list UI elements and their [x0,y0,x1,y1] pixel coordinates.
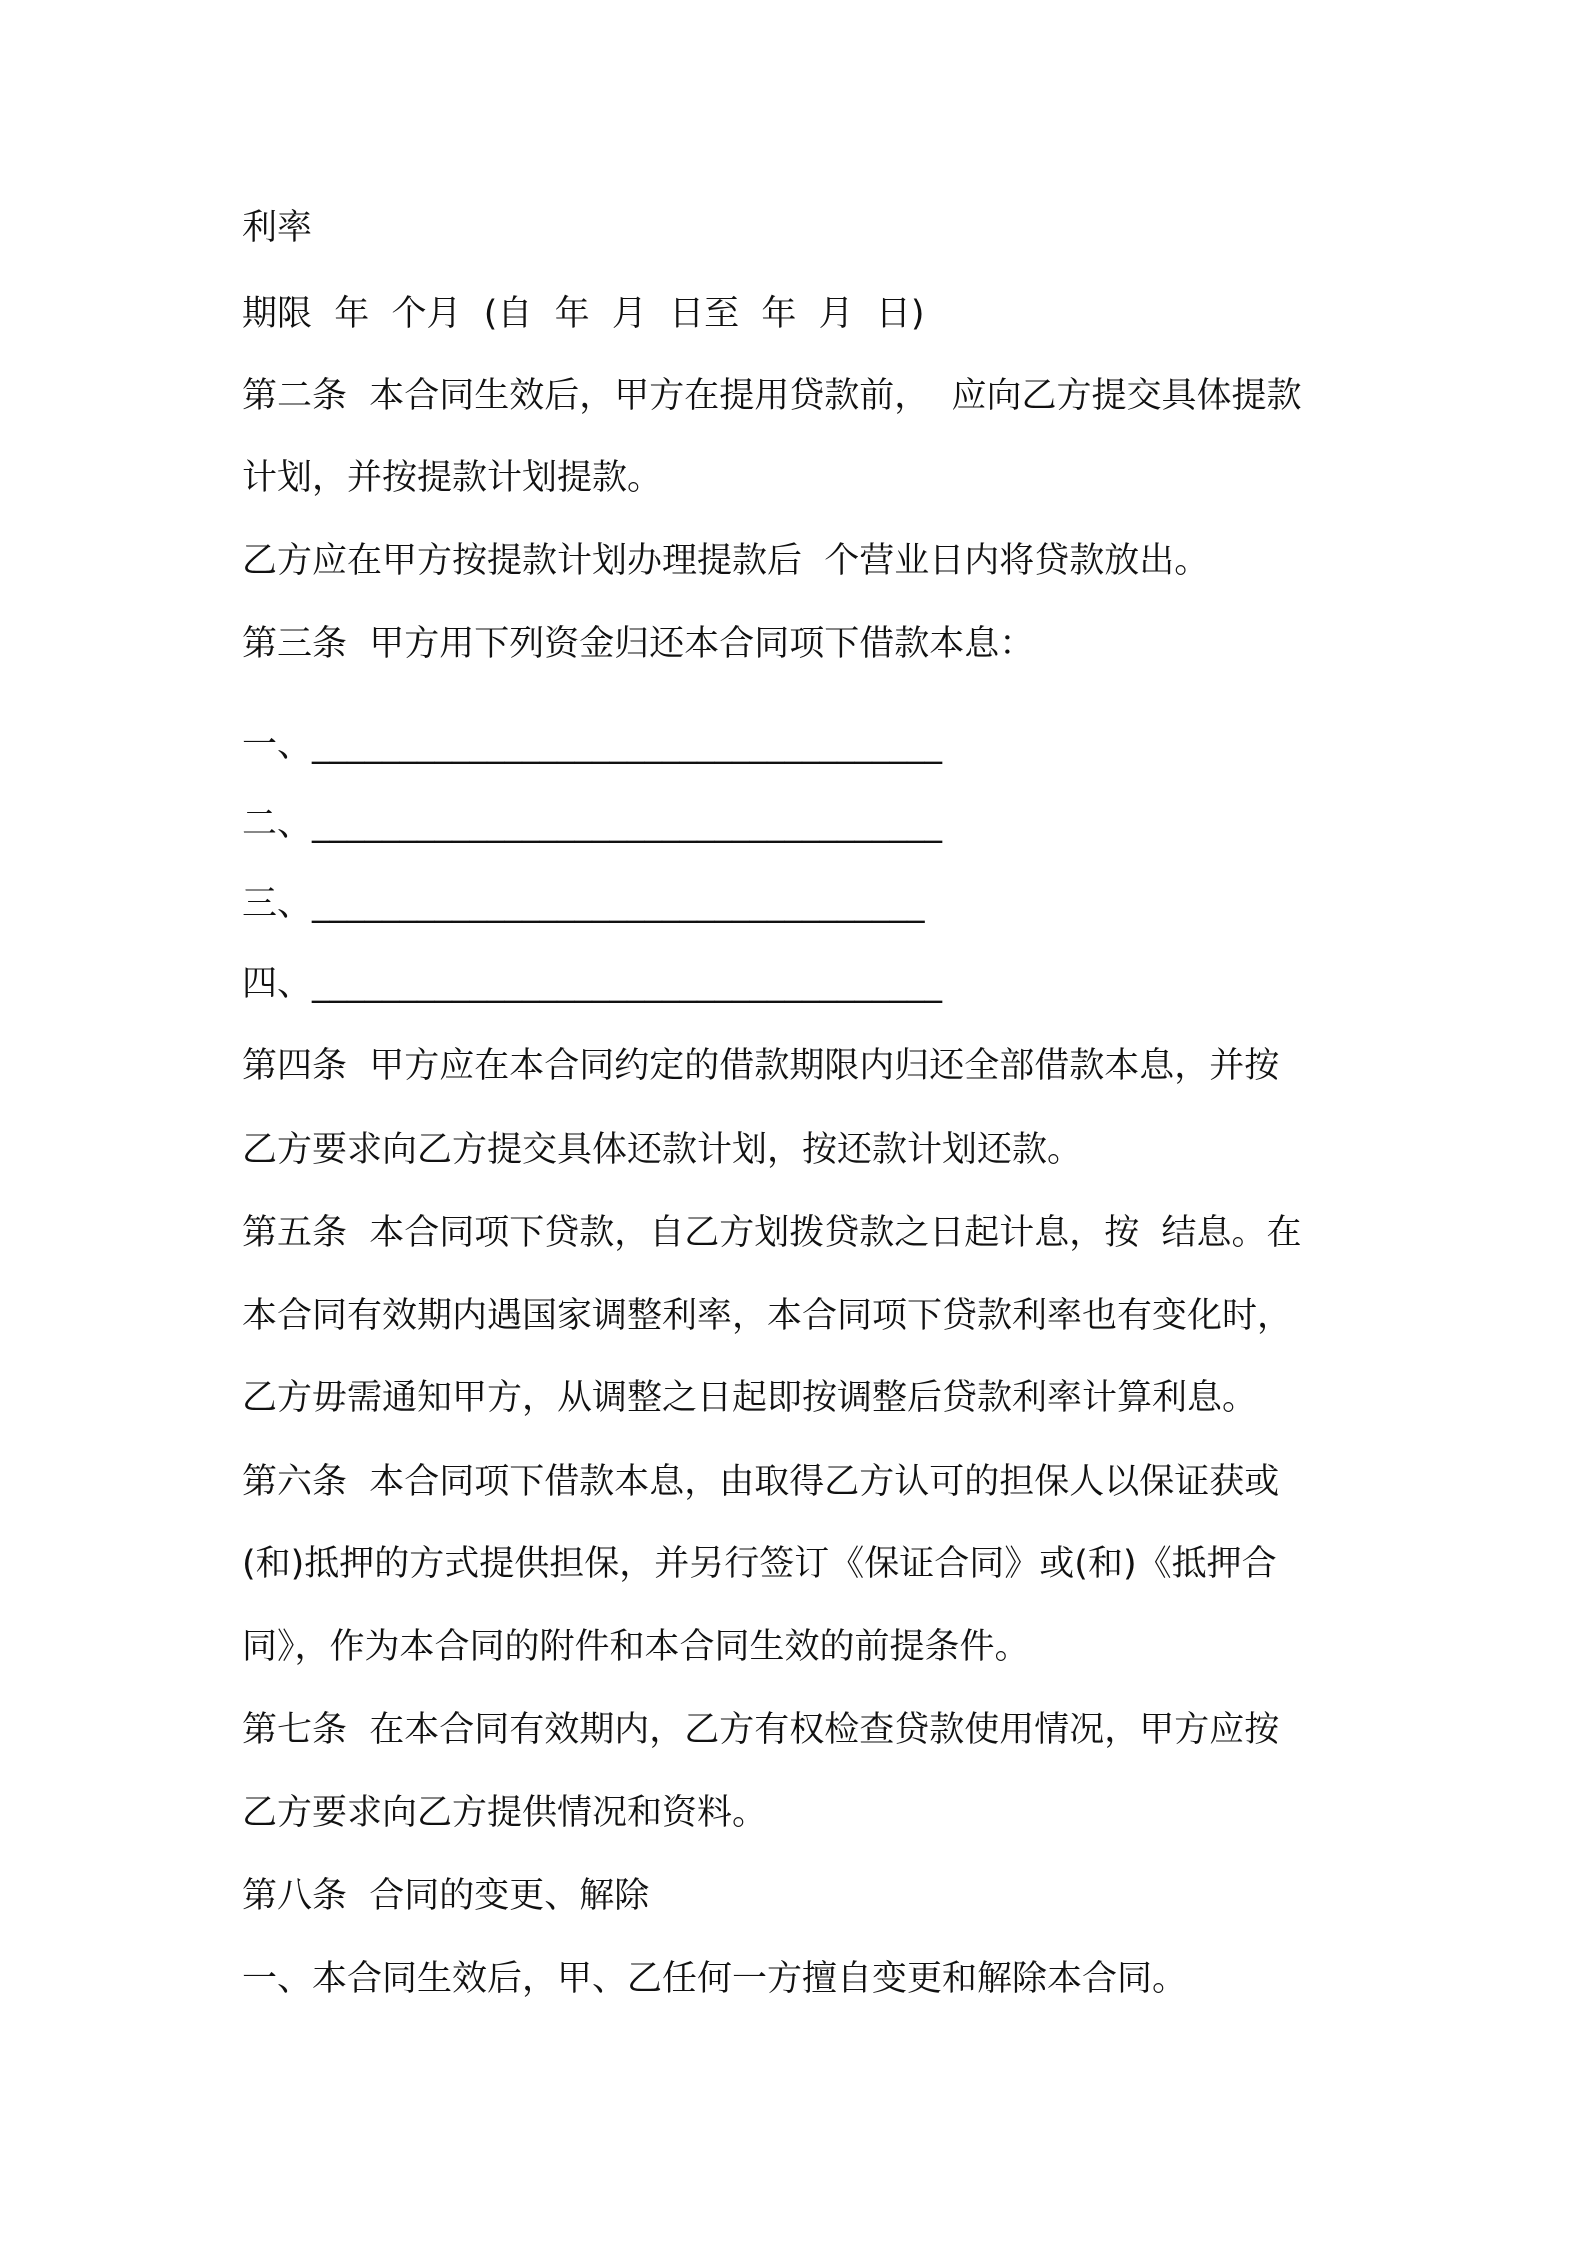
text-line-article-2: 第二条 本合同生效后，甲方在提用贷款前， 应向乙方提交具体提款 [242,376,1302,416]
text-line-article-5-cont-2: 乙方毋需通知甲方，从调整之日起即按调整后贷款利率计算利息。 [242,1378,1258,1418]
text-line-article-5: 第五条 本合同项下贷款，自乙方划拨贷款之日起计息，按 结息。在 [242,1213,1302,1253]
text-line-article-4: 第四条 甲方应在本合同约定的借款期限内归还全部借款本息，并按 [242,1046,1280,1086]
text-line-article-6: 第六条 本合同项下借款本息，由取得乙方认可的担保人以保证获或 [242,1462,1280,1502]
text-line-article-2-cont: 计划，并按提款计划提款。 [242,458,663,498]
text-line-interest-rate: 利率 [242,208,313,248]
text-line-blank-3: 三、___________________________________ [242,884,925,924]
text-line-article-3: 第三条 甲方用下列资金归还本合同项下借款本息： [242,624,1035,664]
text-line-article-7: 第七条 在本合同有效期内，乙方有权检查贷款使用情况，甲方应按 [242,1710,1280,1750]
text-line-article-5-cont-1: 本合同有效期内遇国家调整利率，本合同项下贷款利率也有变化时， [242,1296,1293,1336]
text-line-article-8-item-1: 一、本合同生效后，甲、乙任何一方擅自变更和解除本合同。 [242,1959,1188,1999]
text-line-article-4-cont: 乙方要求向乙方提交具体还款计划，按还款计划还款。 [242,1130,1083,1170]
text-line-article-6-cont-2: 同》，作为本合同的附件和本合同生效的前提条件。 [242,1627,1030,1667]
text-line-article-6-cont-1: (和)抵押的方式提供担保，并另行签订《保证合同》或(和)《抵押合 [242,1544,1277,1584]
text-line-article-7-cont: 乙方要求向乙方提供情况和资料。 [242,1793,768,1833]
text-line-blank-2: 二、____________________________________ [242,804,943,844]
text-line-article-8: 第八条 合同的变更、解除 [242,1876,650,1916]
text-line-blank-4: 四、____________________________________ [242,964,943,1004]
text-line-disbursement: 乙方应在甲方按提款计划办理提款后 个营业日内将贷款放出。 [242,541,1210,581]
text-line-term: 期限 年 个月 (自 年 月 日至 年 月 日) [242,294,925,334]
text-line-blank-1: 一、____________________________________ [242,725,943,765]
